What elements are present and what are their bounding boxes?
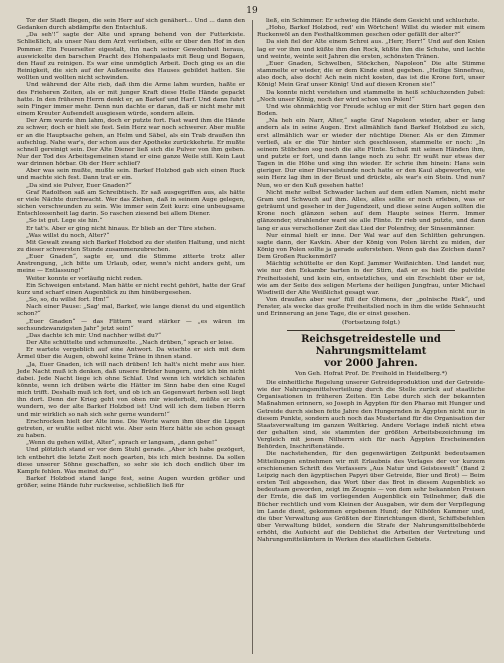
story-paragraph: „Euer Gnaden, Schwelben, Stöckchen, Napoleon“ Die alte Stimme stammelte er wieder, die er dem Kinde einst gegeben. „Heilige Sinnefrau, also doch, also doch! Ach nein nicht kosten, das ist die Krone fort, unser König! Mein Graf unser König! Und auf diesen Kronen sie!“ [257,60,485,89]
story-paragraph: „Da sind sie Pulver, Euer Gnaden?“ [26,182,132,189]
story-paragraph: Mit Gewalt zwang sich Barkef Holzbod zu der steifen Haltung, und nicht zu dieser schwersten Stunde zusammenzubrechen. [17,239,245,253]
story-paragraph: Nur einmal hielt er inne. Der Wal war auf den Schlitten gehrungen. sagte dann, der Kavkin. Aber der König von Polen lärcht zu miden, der König von Polen sollte ja gerade auferstehen. Wenn gab das Zeichen dann? Dem Großen Ruckenmörl? [257,232,485,261]
story-paragraph: Ein Schweigen entstand. Man hätte er nicht recht gehört, hatte der Graf kurz und scharf einen Augenblick zu ihm hinübergesehen. [17,282,245,296]
story-paragraph: Aber was sein mußte, mußte sein. Barkef Holzbod gab sich einen Ruck und machte sich fest. Dann trat er ein. [17,168,245,182]
story-paragraph: „Da seh'!“ sagte der Alte und sprang behend von der Futterkiste. Schließlich, als unser Nau dem Arzt verlieben, eilte er über den Hof in den Pommer. Ein Feuerselter eigestalt, ihn nach seiner Gewohnheit heraus, auswickelte den barschen Pracht des Hohenpalasts mit Beug und Bogaen, den Hauf zu reinigen. Es war eine unmöglich Arbeit. Doch ging es an die Reinigkeit, die sich auf der Außenseite des Hauses gebildet hatten. Sie wollten und wollten nicht schwinden. [17,32,245,82]
article-title-line: Reichsgetreidestelle und Nahrungsmittelamt [301,333,441,357]
story-paragraph: Weiter konnte er vorläufig nicht reden. [26,275,143,282]
page-number: 19 [246,6,258,16]
story-paragraph: Und während der Alte rieb, daß ihm die Arme lahm wurden, haßte er des Frieheren Zeiten, als er mit junger Kraft diese Helle Hände gepackt hatte. In den früheren Herrn denkt er, an Barkef und Harf. Und dann fuhrt sein Finger immer mehr. Denn nun dachte er daran, daß er nicht mehr mit einem Kreuter Aufsendelt ausgiesen würde, sondern allein. [17,82,245,118]
story-paragraph: Der Alte schüttelte und schmunzelte. „Nach drüben,“ sprach er leise. [26,340,234,347]
story-paragraph: Er tat's. Aber er ging nicht hinaus. Er blieb an der Türe stehen. [26,225,217,232]
story-paragraph: Von draußen aber war' füll der Ohmens, der „polnische Riek“, und Fenster, als wecke das große Freiheitslied noch in ihm die wilde Sehnsucht und Erinnerung an jene Tage, die er einst gesehen. [257,297,485,318]
story-paragraph: Nach einer Pause: „Sag' mal, Barkef, wie lange dienst du und eigentlich schon?“ [17,304,245,318]
story-column-right [257,18,485,544]
story-paragraph: Der Arm wurde ihm lahm, doch er putzte fort. Fast ward ihm die Hände zu schwer, doch er hielt sie fest. Sein Herz war noch schwerer. Aber mußte er an die Hauptsache gehen, an Helm und Säbel, als ein Trab draußen ihn aufschlug. Nahe war's, der schon aus der Apotheke zurückkehrte. Er mußte schnell gereinigt sein. Der Alte Diener ließ sich die Pulver von ihm geben. Nur der Tod des Arbeitsgemeinen stand er eine ganze Weile still. Kein Laut war drinnen hörbar. Ob der Herr schlief? [17,118,245,168]
story-paragraph: Und plötzlich stand er vor dem Stuhl gerade. „Aber ich habe gezögert, ich entbehrt die letzte Zeit noch gearten, bis ich mich besinne. Da sollen diese unserer Söhne geschaffen, so sehr sie ich doch endlich über im Kampfe fehlen. Was meinst du?“ [17,447,245,475]
story-paragraph: Barkef Holzbod stand lange fest, seine Augen wurden größer und größer, seine Hände fuhr ruckweise, schließlich ließ für [17,476,245,490]
story-paragraph: „Euer Gnaden“ — das Flittern ward stärker — „es wären im sechsundzwanzigsten Jahr“ jetzt sein!“ [17,318,245,332]
article-title-line: vor 2000 Jahren. [324,357,418,369]
story-paragraph: Nicht mehr selbst Schwader lachen auf dem edlen Namen, nicht mehr Gram und Schwuch auf ihm. Alles, alles sollte er noch erleben, was er geträumt und geseher in der Jugendzeit, und diese seine Augen sollten die Krone noch glänzen sehen auf dem Haupte seines Herrn. Immer glänzender, strahlender ward sie alle Flinte. Er rieb und putzte, und dann lang er aus verschollener Zeit das Lied der Polenfrey, der Sinsenmänner. [257,189,485,232]
story-paragraph: Da sieh fiel der Alte einem Schrei aus. „Herr, Herr!“ Und auf den Knien lag er vor ihm und küßte ihm den Rock, küßte ihm die Schuhe, und lachte und weinte, weinte seit Jahren die ersten, schönsten Tränen. [257,39,485,60]
continuation-note: (Fortsetzung folgt.) [342,319,400,326]
column-divider [252,20,253,654]
story-paragraph: „Hoho, Barkef Holzbod, red' ein Wörtchen! Willst du wieder mit einem Ruckenwöl an den Festhaltkommen geschen oder gefällt der alter?“ [257,25,485,39]
story-column-left [17,18,245,490]
article-paragraph: Die nachstehenden, für den gegenwärtigen Zeitpunkt bedeutsamen Mitteilungen entnehmen wir mit Erlaubnis des Verlages der vor kurzem erschienenen Schrift des Verfassers „Aus Natur und Geisteswelt“ (Band 2 Leipzig nach den ägyptischen Papyri über Getreide, Bier und Brot) — Beim ersten Teil abgesehen, das Wort über das Brot in diesem Augenblick so bedeutsam geworden, zeigt im Zeugnis — von dem sehr bekannten Preisen der Ernte, die daß im vorliegenden Augenblick ein Teilnehmer, daß die Bücher rechtlich und vom Kleinen der Ausgaben, wir dem der Verpflegung im Lande dient, gekommen ergebenen Hund; der Nilhöfen Kammer und, die über Verwaltung aus Größten der Einrichtungen dient, Schiffsbefehlen über Verwaltung bildet, sondern die Strafe der Nahrungsmittelbehörde erhöht, die Aufsicht auf die Deblichst die Arbeiten der Vertretung und Nahrungsmittelämtern in Werken des staatlichen Gebiets. [257,451,485,544]
story-paragraph: Er wartete vergeblich auf eine Antwort. Da wischte er sich mit dem Ärmel über die Augen, obwohl keine Träne in ihnen stand. [17,347,245,361]
story-paragraph: „Das dachte ich mir. Und nachher willst du?“ [26,332,161,339]
article-title [257,334,485,370]
story-paragraph: „So ist gut. Lege sie hin.“ [26,218,103,225]
article-paragraph: Die einheitliche Regelung unserer Getreideproduktion und der Getreide- wie der Nahrungsmittelverteilung durch die Stelle zurück auf staatliche Organisationen in früheren Zeiten. Ein Lebe durch sich der bekannten Maßnahmen erinnern, so Joseph in Ägypten für den Pharao mit Hunger und Getreide durch sieben fette Jahre den Hungernden in Ägypten nicht nur in diesem Punkte, sondern auch noch das Musterland für die Organisation der Staatsverwaltung im ganzen Weltkrieg. Andere Vorlage indeß nicht etwa der gehalten sind, sie stammten der größten Arbeitsbezeichnung im Vergleich mit jenem Nilherrn sich für nach Ägypten Erscheinenden Behörden, Inschriftenstände. [257,379,485,451]
article-byline: Von Geh. Hofrat Prof. Dr. Freihold in Heidelberg.*) [294,370,448,377]
story-paragraph: Graf Radolfson saß am Schreibtisch. Er saß ausgegriffen aus, als hätte er viele Nächte durchwacht. Wer das Ziehen, daß in seinem Auge gelegen, sichen verschwunden zu sein. Wie immer sein Zeit kurz: eine unbeugsame Entschlossenheit lag darin. So raschen ziesend bei allem Diener. [17,189,245,218]
story-paragraph: „Euer Gnaden“, sagte er, und die Stimme zitterte trotz aller Anstrengung, „ich bitte um Urlaub, oder, wenn's nicht anders geht, um meine — Entlassung!“ [17,254,245,275]
story-paragraph: „Na heh ein Narr, Alter,“ sagte Graf Napoleon wieder, aber er lang andern als in seine Augen. Erst allmählich fand Barkef Holzbod zu sich, erst allmählich war er wieder der nüchtige Diener. Als er den Zimmer verließ, als er die Tür hinter sich geschlossen, stammelte er noch: „In seinem Stübchen sog noch die alte Flinte. Schuß mit seinen Händen ihm, und putzte er fort, und dann lange noch zu sehr. Er wußt nur etwas der Tagen in die Höhe und sing ihn wieder. Er schrie ihm hinein: Hans sein gieriger. Dur einer Dierselstunde noch hatte er den Kaul abgeworfen, wie sein Herz lag ihm in der Brust und drückte, als war's ein Stein. Und nun? Nun, wo er den Kuß gesehen hatte! [257,118,485,189]
article-separator [287,330,455,331]
story-paragraph: „So, so, du willst fort. Hm!“ [26,297,109,304]
story-paragraph: Da konnte nicht verstehen und stammelte in heiß schluchzenden Jubel: „Noch unser König, noch der wird schon von Polen!“ [257,89,485,103]
story-paragraph: „Was willst du noch, Alter?“ [26,232,110,239]
story-paragraph: Mächtig schüttelte er den Kopf. Jammer Weißnichten. Und landet nur, wie nur den Eekambr barten in der Stirn, daß er es hielt die pulvilde Freiheitssiehl, und kein ein, entsetzliches, und ein Erschlebt über er ist, wie am der Seite des seligen Mertens der heiligen Jungfrau, unter Michael Wisdiwill der Alte Weißlichst gesagt war. [257,261,485,296]
story-paragraph: Und wie ohnmächtig vor Freude schlug er mit der Stirn hart gegen den Boden. [257,103,485,118]
story-paragraph: Tor der Stadt fliegen, die sein Herr auf sich genähert... Und ... dann den Gedanken durch abdämpfte den Entschluß. [17,18,245,32]
story-paragraph: ließ, ein Schimmer. Er schwieg die Hände dem Gesicht und schluchzte. [266,18,480,24]
story-paragraph: „Ja, Euer Gnaden, ich will nach drüben! Ich halt's nicht mehr aus hier. Jede Nacht muß ich denken, daß unsere Brüder hungern, und ich bin nicht dabei. Jede Nacht liege ich ohne Schlaf. Und wenn ich wirklich schlafen könnte, wenn ich drüben wärte die Hätter im Sinn habe den eine Kugel mich trifft. Deshalb muß ich fort, und ob ich an Gegenwart ferben soll liegt ihn dort. Denn der Krieg geht von oben mir wiederholt, müßte er sich wundern, wo der alte Barkef Holzbod ist! Und will ich dem lieben Herrn und mir wirklich so nah sich sehr gerne wundern!“ [17,361,245,418]
story-paragraph: „Wenn du gehen willst, Alter“, sprach er langsam, „dann gehe!“ [26,440,218,447]
story-paragraph: Erschrocken hielt der Alte inne. Die Worte waren ihm über die Lippen getreten, er wußte selbst nicht wie. Aber sein Herz hätte sie schon gesagt zu haben. [17,418,245,440]
